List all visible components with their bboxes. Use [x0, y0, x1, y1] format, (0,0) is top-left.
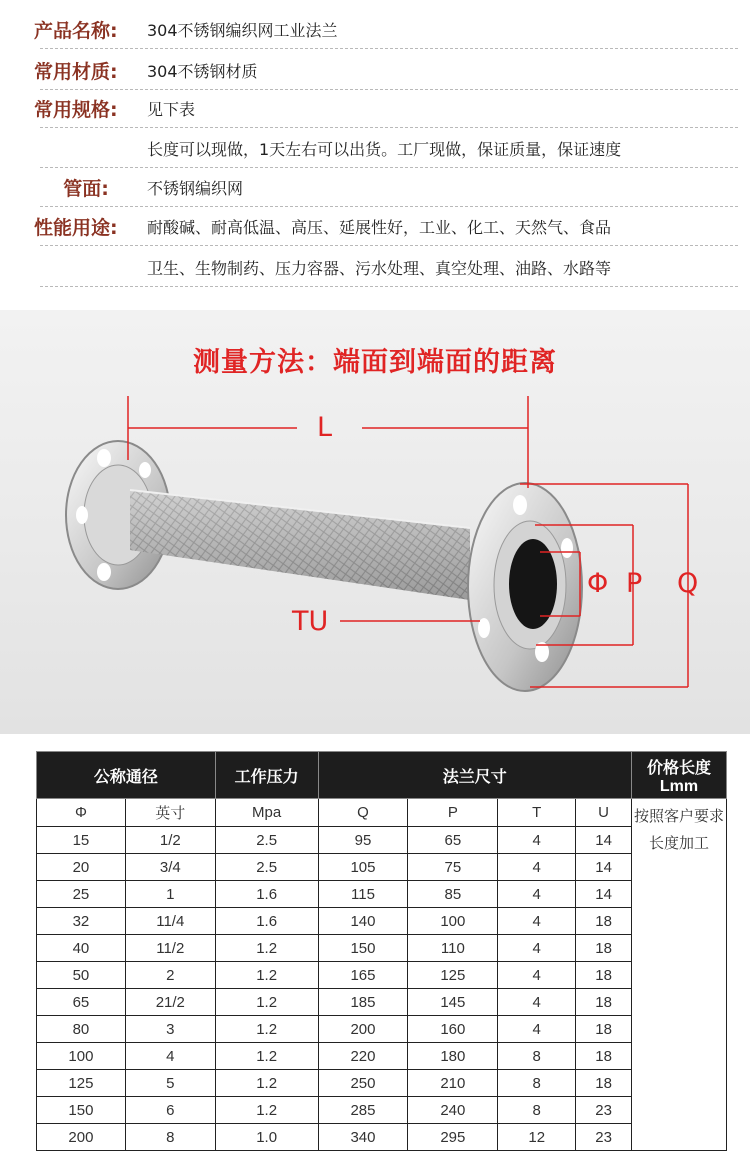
table-cell: 14 [576, 854, 632, 881]
spec-label: 管面: [63, 178, 109, 200]
table-cell: 3 [125, 1016, 215, 1043]
spec-value: 见下表 [147, 100, 196, 119]
spec-row-spec [0, 87, 750, 128]
table-cell: 110 [408, 935, 498, 962]
table-cell: 3/4 [125, 854, 215, 881]
table-row [37, 989, 727, 1016]
table-cell: 1.0 [215, 1124, 318, 1151]
note-line: 长度加工 [649, 835, 710, 852]
table-cell: 240 [408, 1097, 498, 1124]
braided-hose [130, 490, 470, 600]
spec-row-name [0, 8, 750, 49]
length-note [632, 799, 727, 1151]
table-cell: 80 [37, 1016, 126, 1043]
table-cell: 100 [37, 1043, 126, 1070]
product-photo [0, 310, 750, 734]
table-row [37, 935, 727, 962]
hose-illustration [0, 310, 750, 734]
header-dn: 公称通径 [37, 752, 216, 799]
subheader-cell: P [408, 799, 498, 827]
table-cell: 18 [576, 1016, 632, 1043]
table-row [37, 1124, 727, 1151]
label-inner-diameter: Φ [587, 568, 609, 599]
table-cell: 50 [37, 962, 126, 989]
spec-value: 耐酸碱、耐高低温、高压、延展性好，工业、化工、天然气、食品 [147, 218, 612, 237]
table-cell: 18 [576, 935, 632, 962]
table-row [37, 1097, 727, 1124]
table-cell: 75 [408, 854, 498, 881]
table-cell: 65 [37, 989, 126, 1016]
table-cell: 18 [576, 1070, 632, 1097]
table-cell: 14 [576, 827, 632, 854]
subheader-cell: Mpa [215, 799, 318, 827]
table-cell: 2.5 [215, 854, 318, 881]
table-cell: 145 [408, 989, 498, 1016]
spec-row-material [0, 49, 750, 90]
table-cell: 125 [37, 1070, 126, 1097]
table-cell: 165 [318, 962, 408, 989]
spec-label: 产品名称: [34, 20, 118, 42]
table-row [37, 1043, 727, 1070]
spec-label: 性能用途: [34, 217, 118, 239]
table-cell: 295 [408, 1124, 498, 1151]
table-cell: 25 [37, 881, 126, 908]
table-cell: 15 [37, 827, 126, 854]
subheader-cell: 英寸 [125, 799, 215, 827]
table-cell: 1.2 [215, 1097, 318, 1124]
label-length: L [317, 412, 333, 443]
spec-value: 卫生、生物制药、压力容器、污水处理、真空处理、油路、水路等 [147, 259, 612, 278]
spec-value: 304不锈钢材质 [147, 62, 258, 81]
table-cell: 160 [408, 1016, 498, 1043]
table-cell: 18 [576, 962, 632, 989]
spec-value: 不锈钢编织网 [147, 179, 244, 198]
table-cell: 21/2 [125, 989, 215, 1016]
table-cell: 1.6 [215, 881, 318, 908]
spec-row-surface [0, 166, 750, 207]
table-cell: 40 [37, 935, 126, 962]
table-cell: 1.2 [215, 1016, 318, 1043]
table-cell: 18 [576, 989, 632, 1016]
table-cell: 4 [498, 989, 576, 1016]
table-cell: 4 [498, 1016, 576, 1043]
measurement-title: 测量方法：端面到端面的距离 [193, 347, 557, 378]
table-cell: 65 [408, 827, 498, 854]
label-thickness: TU [292, 606, 329, 637]
table-cell: 23 [576, 1097, 632, 1124]
table-cell: 200 [318, 1016, 408, 1043]
table-cell: 4 [498, 962, 576, 989]
table-row [37, 827, 727, 854]
table-cell: 150 [318, 935, 408, 962]
table-cell: 150 [37, 1097, 126, 1124]
table-cell: 2.5 [215, 827, 318, 854]
table-cell: 1.2 [215, 1043, 318, 1070]
table-cell: 200 [37, 1124, 126, 1151]
table-cell: 125 [408, 962, 498, 989]
table-cell: 105 [318, 854, 408, 881]
header-flange: 法兰尺寸 [318, 752, 631, 799]
spec-row-note [0, 127, 750, 168]
size-table [36, 751, 727, 1151]
table-cell: 1 [125, 881, 215, 908]
table-cell: 8 [125, 1124, 215, 1151]
table-row [37, 881, 727, 908]
spec-value: 304不锈钢编织网工业法兰 [147, 21, 338, 40]
table-header-row [37, 752, 727, 799]
spec-row-usage [0, 205, 750, 246]
table-row [37, 854, 727, 881]
spec-label: 常用材质: [34, 61, 118, 83]
label-bolt-circle: P [626, 568, 643, 599]
table-row [37, 1070, 727, 1097]
table-cell: 11/4 [125, 908, 215, 935]
table-cell: 6 [125, 1097, 215, 1124]
table-cell: 23 [576, 1124, 632, 1151]
table-cell: 1.2 [215, 989, 318, 1016]
table-row [37, 908, 727, 935]
subheader-cell: Φ [37, 799, 126, 827]
table-cell: 1.2 [215, 962, 318, 989]
table-cell: 340 [318, 1124, 408, 1151]
table-cell: 20 [37, 854, 126, 881]
table-subheader-row [37, 799, 727, 827]
note-line: 按照客户要求 [634, 808, 725, 825]
table-cell: 180 [408, 1043, 498, 1070]
table-cell: 18 [576, 908, 632, 935]
table-cell: 220 [318, 1043, 408, 1070]
subheader-cell: U [576, 799, 632, 827]
table-cell: 95 [318, 827, 408, 854]
table-cell: 12 [498, 1124, 576, 1151]
table-cell: 8 [498, 1043, 576, 1070]
table-row [37, 962, 727, 989]
right-flange [468, 483, 582, 691]
spec-row-usage-cont [0, 246, 750, 287]
header-price: 价格长度Lmm [632, 752, 727, 799]
table-cell: 2 [125, 962, 215, 989]
table-cell: 14 [576, 881, 632, 908]
header-pressure: 工作压力 [215, 752, 318, 799]
table-cell: 11/2 [125, 935, 215, 962]
table-cell: 1.2 [215, 935, 318, 962]
table-cell: 4 [498, 908, 576, 935]
table-cell: 115 [318, 881, 408, 908]
label-flange-od: Q [677, 568, 699, 599]
table-cell: 4 [125, 1043, 215, 1070]
spec-note: 长度可以现做，1天左右可以出货。工厂现做，保证质量，保证速度 [147, 140, 622, 159]
table-cell: 4 [498, 854, 576, 881]
subheader-cell: T [498, 799, 576, 827]
table-cell: 1/2 [125, 827, 215, 854]
table-cell: 18 [576, 1043, 632, 1070]
table-cell: 1.6 [215, 908, 318, 935]
subheader-cell: Q [318, 799, 408, 827]
table-cell: 4 [498, 881, 576, 908]
table-cell: 250 [318, 1070, 408, 1097]
spec-list [0, 0, 750, 300]
table-cell: 100 [408, 908, 498, 935]
table-cell: 85 [408, 881, 498, 908]
table-cell: 8 [498, 1097, 576, 1124]
table-cell: 5 [125, 1070, 215, 1097]
table-cell: 140 [318, 908, 408, 935]
table-cell: 4 [498, 935, 576, 962]
spec-label: 常用规格: [34, 99, 118, 121]
table-cell: 285 [318, 1097, 408, 1124]
table-cell: 4 [498, 827, 576, 854]
table-cell: 32 [37, 908, 126, 935]
table-cell: 185 [318, 989, 408, 1016]
table-cell: 210 [408, 1070, 498, 1097]
table-row [37, 1016, 727, 1043]
table-cell: 1.2 [215, 1070, 318, 1097]
table-cell: 8 [498, 1070, 576, 1097]
